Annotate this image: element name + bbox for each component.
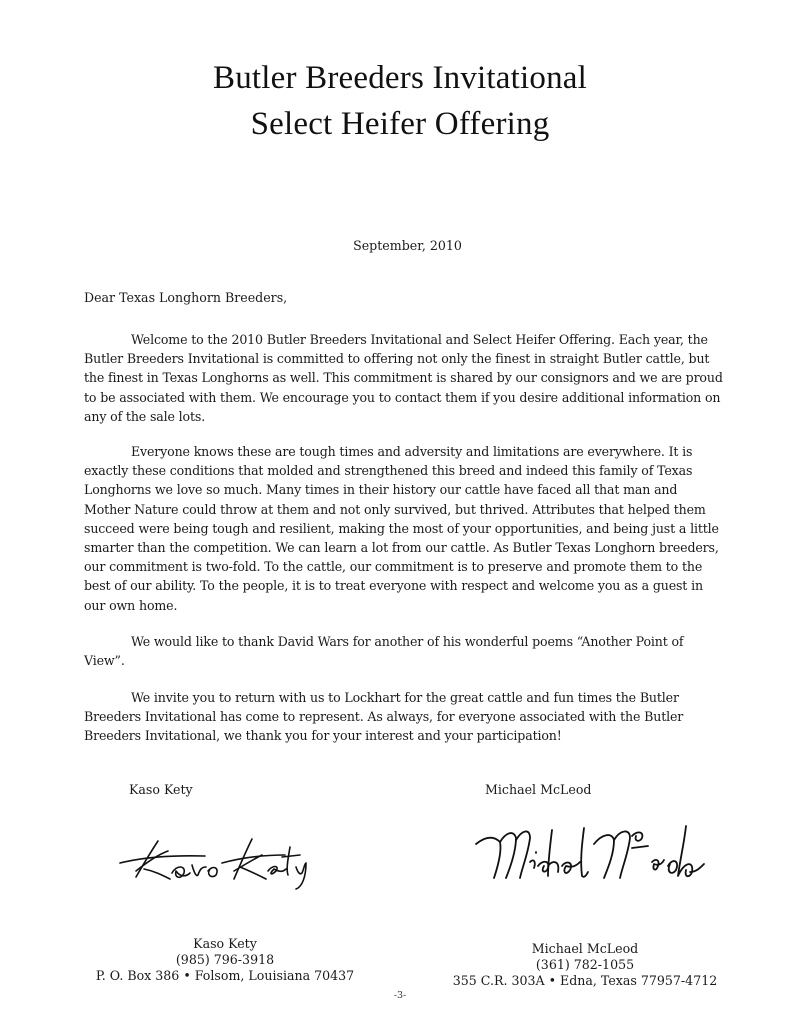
letter-date: September, 2010 [353, 238, 462, 253]
title-line-1: Butler Breeders Invitational [213, 60, 587, 96]
contact-address: P. O. Box 386 • Folsom, Louisiana 70437 [95, 968, 355, 984]
signer-name-michael-mcleod: Michael McLeod [485, 782, 592, 797]
salutation: Dear Texas Longhorn Breeders, [84, 290, 288, 305]
contact-name: Kaso Kety [193, 936, 257, 951]
contact-block-kaso-kety [90, 936, 360, 985]
signer-name-kaso-kety: Kaso Kety [129, 782, 193, 797]
contact-phone: (985) 796-3918 [175, 952, 275, 968]
contact-phone: (361) 782-1055 [535, 957, 635, 973]
contact-address: 355 C.R. 303A • Edna, Texas 77957-4712 [452, 973, 718, 989]
page-number: -3- [393, 990, 407, 1001]
signature-michael-mcleod [472, 822, 707, 884]
contact-name: Michael McLeod [531, 941, 639, 956]
paragraph-thanks-poem: We would like to thank David Wars for another of his wonderful poems “Another Point of View”. [84, 634, 684, 669]
paragraph-tough-times: Everyone knows these are tough times and adversity and limitations are everywhere. It is exactly these conditions that molded and strengthened this breed and indeed this family of Texas Longhorns we love so much. Many times in their history our cattle have faced all that man and Mother Nature could throw at them and not only survived, but thrived. Attributes that helped them succeed were being tough and resilient, making the most of your opportunities, and being just a little smarter than the competition. We can learn a lot from our cattle. As Butler Texas Longhorn breeders, our commitment is two-fold. To the cattle, our commitment is to preserve and promote them to the best of our ability. To the people, it is to treat everyone with respect and welcome you as a guest in our own home. [84, 444, 719, 613]
title-line-2: Select Heifer Offering [250, 106, 550, 142]
paragraph-welcome: Welcome to the 2010 Butler Breeders Invitational and Select Heifer Offering. Each year, the Butler Breeders Invitational is committed to offering not only the finest in straight Butler cattle, but the finest in Texas Longhorns as well. This commitment is shared by our consignors and we are proud to be associated with them. We encourage you to contact them if you desire additional information on any of the sale lots. [84, 332, 723, 424]
paragraph-invitation: We invite you to return with us to Lockhart for the great cattle and fun times the Butler Breeders Invitational has come to represent. As always, for everyone associated with the Butler Breeders Invitational, we thank you for your interest and your participation! [84, 690, 684, 744]
signature-kaso-kety [110, 825, 315, 890]
contact-block-michael-mcleod [440, 941, 730, 990]
